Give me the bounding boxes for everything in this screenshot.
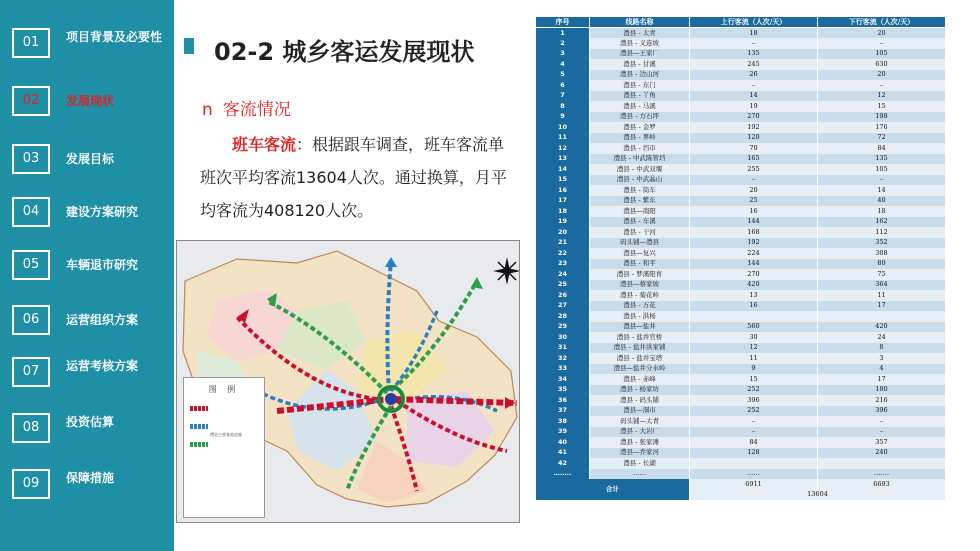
route-name: 澧县 - 干河 — [590, 227, 690, 238]
downstream-flow: 40 — [818, 196, 946, 207]
upstream-flow: – — [690, 175, 818, 186]
upstream-flow: 255 — [690, 164, 818, 175]
nav-label: 运营考核方案 — [66, 359, 139, 373]
row-number: 30 — [536, 332, 590, 343]
table-row — [536, 364, 946, 375]
route-name: 澧县 - 垱市 — [590, 143, 690, 154]
downstream-flow: 17 — [818, 301, 946, 312]
row-number: 18 — [536, 206, 590, 217]
row-number: 27 — [536, 301, 590, 312]
route-name: 码头铺—澧县 — [590, 238, 690, 249]
row-number: 38 — [536, 416, 590, 427]
route-name: 澧县 - 杨家坊 — [590, 385, 690, 396]
table-row — [536, 406, 946, 417]
upstream-flow: 252 — [690, 406, 818, 417]
table-row — [536, 185, 946, 196]
downstream-flow: 135 — [818, 154, 946, 165]
nav-item-07[interactable] — [12, 357, 172, 391]
route-name: 澧县 - 盐井官桥 — [590, 332, 690, 343]
route-name: 澧县 - 长湖 — [590, 458, 690, 469]
row-number: 35 — [536, 385, 590, 396]
route-name: 澧县 - 中武陈管垱 — [590, 154, 690, 165]
upstream-flow: 252 — [690, 385, 818, 396]
nav-label: 车辆退市研究 — [66, 258, 139, 272]
table-row — [536, 164, 946, 175]
row-number: 17 — [536, 196, 590, 207]
table-row — [536, 80, 946, 91]
row-number: 31 — [536, 343, 590, 354]
nav-label: 运营组织方案 — [66, 313, 139, 327]
legend-swatch-red — [190, 406, 208, 411]
downstream-flow: 162 — [818, 217, 946, 228]
table-row — [536, 101, 946, 112]
downstream-flow: ……. — [818, 469, 946, 480]
downstream-flow: – — [818, 175, 946, 186]
table-row — [536, 122, 946, 133]
route-name: 澧县 - 中武晶山 — [590, 175, 690, 186]
row-number: 9 — [536, 112, 590, 123]
row-number: 7 — [536, 91, 590, 102]
downstream-flow: 105 — [818, 164, 946, 175]
downstream-flow: 17 — [818, 374, 946, 385]
nav-label: 保障措施 — [66, 471, 115, 485]
route-name: 澧县 - 盐井宝塔 — [590, 353, 690, 364]
column-header: 线路名称 — [590, 17, 690, 28]
upstream-flow: 396 — [690, 395, 818, 406]
row-number: 8 — [536, 101, 590, 112]
row-number: 22 — [536, 248, 590, 259]
route-name: 澧县 - 盐井洪家铺 — [590, 343, 690, 354]
upstream-flow: – — [690, 416, 818, 427]
downstream-flow: 396 — [818, 406, 946, 417]
table-row — [536, 133, 946, 144]
upstream-flow: 144 — [690, 259, 818, 270]
downstream-flow: 20 — [818, 70, 946, 81]
upstream-flow: 144 — [690, 217, 818, 228]
row-number: 34 — [536, 374, 590, 385]
table-row — [536, 290, 946, 301]
route-name: …… — [590, 469, 690, 480]
row-number: …….. — [536, 469, 590, 480]
row-number: 15 — [536, 175, 590, 186]
route-name: 澧县—南阳 — [590, 206, 690, 217]
row-number: 12 — [536, 143, 590, 154]
route-name: 澧县—复兴 — [590, 248, 690, 259]
downstream-flow: 180 — [818, 385, 946, 396]
downstream-flow: 18 — [818, 206, 946, 217]
route-name: 澧县 - 菊花岭 — [590, 290, 690, 301]
downstream-flow: 240 — [818, 448, 946, 459]
table-row — [536, 248, 946, 259]
table-row — [536, 311, 946, 322]
row-number: 32 — [536, 353, 590, 364]
row-number: 3 — [536, 49, 590, 60]
upstream-flow: 168 — [690, 227, 818, 238]
route-name: 澧县 - 万花 — [590, 301, 690, 312]
nav-item-02[interactable] — [12, 86, 172, 120]
table-row — [536, 448, 946, 459]
route-name: 澧县—王家厂 — [590, 49, 690, 60]
downstream-flow: 72 — [818, 133, 946, 144]
table-row — [536, 395, 946, 406]
grand-total: 13604 — [690, 490, 946, 501]
upstream-flow: 224 — [690, 248, 818, 259]
downstream-flow: 84 — [818, 143, 946, 154]
downstream-flow: – — [818, 416, 946, 427]
legend-title: 图 例 — [208, 385, 240, 394]
total-up: 6911 — [690, 479, 818, 490]
nav-number: 01 — [12, 28, 50, 58]
table-row — [536, 301, 946, 312]
nav-item-01[interactable] — [12, 28, 172, 62]
downstream-flow: 420 — [818, 322, 946, 333]
row-number: 36 — [536, 395, 590, 406]
row-number: 24 — [536, 269, 590, 280]
row-number: 40 — [536, 437, 590, 448]
nav-number: 06 — [12, 305, 50, 335]
table-row — [536, 322, 946, 333]
column-header: 序号 — [536, 17, 590, 28]
route-name: 澧县 - 边山河 — [590, 70, 690, 81]
upstream-flow: …… — [690, 469, 818, 480]
table-row — [536, 217, 946, 228]
downstream-flow — [818, 458, 946, 469]
downstream-flow: 176 — [818, 122, 946, 133]
nav-number: 04 — [12, 197, 50, 227]
route-name: 澧县 - 丫角 — [590, 91, 690, 102]
route-name: 澧县 - 甘溪 — [590, 59, 690, 70]
upstream-flow: – — [690, 427, 818, 438]
table-row — [536, 343, 946, 354]
route-name: 澧县 - 和平 — [590, 259, 690, 270]
row-number: 21 — [536, 238, 590, 249]
upstream-flow: 11 — [690, 353, 818, 364]
downstream-flow: 630 — [818, 59, 946, 70]
route-name: 澧县—洞市 — [590, 406, 690, 417]
body-paragraph — [200, 128, 520, 227]
row-number: 1 — [536, 28, 590, 39]
route-name: 澧县—盐井 — [590, 322, 690, 333]
downstream-flow: 216 — [818, 395, 946, 406]
row-number: 42 — [536, 458, 590, 469]
table-row — [536, 206, 946, 217]
subheading-text: 客流情况 — [222, 100, 291, 120]
table-row — [536, 469, 946, 480]
table-row — [536, 91, 946, 102]
table-row — [536, 259, 946, 270]
downstream-flow: 3 — [818, 353, 946, 364]
upstream-flow: 270 — [690, 112, 818, 123]
table-row — [536, 374, 946, 385]
downstream-flow: 364 — [818, 280, 946, 291]
table-row — [536, 437, 946, 448]
table-row — [536, 269, 946, 280]
upstream-flow: 270 — [690, 269, 818, 280]
table-row — [536, 49, 946, 60]
downstream-flow: 352 — [818, 238, 946, 249]
upstream-flow: – — [690, 38, 818, 49]
legend-swatch-green — [190, 442, 208, 447]
table-row — [536, 59, 946, 70]
row-number: 2 — [536, 38, 590, 49]
route-name: 澧县 - 梦溪阳育 — [590, 269, 690, 280]
row-number: 11 — [536, 133, 590, 144]
downstream-flow: 24 — [818, 332, 946, 343]
upstream-flow: 165 — [690, 154, 818, 165]
upstream-flow: 192 — [690, 122, 818, 133]
downstream-flow: 80 — [818, 259, 946, 270]
passenger-flow-map — [176, 240, 520, 523]
table-row — [536, 332, 946, 343]
upstream-flow: 9 — [690, 364, 818, 375]
downstream-flow: 12 — [818, 91, 946, 102]
route-name: 澧县 - 界岭 — [590, 133, 690, 144]
nav-item-06[interactable] — [12, 305, 172, 339]
downstream-flow: 105 — [818, 49, 946, 60]
route-name: 澧县 - 车溪 — [590, 217, 690, 228]
nav-item-04[interactable] — [12, 197, 172, 231]
route-name: 澧县 - 金罗 — [590, 122, 690, 133]
row-number: 23 — [536, 259, 590, 270]
table-row — [536, 28, 946, 39]
total-label: 合计 — [536, 479, 690, 500]
table-row — [536, 385, 946, 396]
downstream-flow: 14 — [818, 185, 946, 196]
nav-number: 05 — [12, 250, 50, 280]
row-number: 10 — [536, 122, 590, 133]
route-name: 澧县 - 方石坪 — [590, 112, 690, 123]
upstream-flow: 12 — [690, 343, 818, 354]
sidebar-nav — [0, 0, 174, 551]
upstream-flow: 84 — [690, 437, 818, 448]
table-row — [536, 38, 946, 49]
nav-label: 发展目标 — [66, 152, 115, 166]
downstream-flow: 8 — [818, 343, 946, 354]
nav-number: 08 — [12, 413, 50, 443]
table-header-row — [536, 17, 946, 28]
route-name: 澧县—乔家河 — [590, 448, 690, 459]
table-row — [536, 154, 946, 165]
upstream-flow: 16 — [690, 301, 818, 312]
route-name: 澧县 - 马溪 — [590, 101, 690, 112]
map-legend — [183, 377, 265, 518]
row-number: 6 — [536, 80, 590, 91]
row-number: 19 — [536, 217, 590, 228]
body-text: ：根据跟车调查，班车客流单班次平均客流13604人次。通过换算，月平均客流为408120人次。 — [200, 135, 507, 220]
nav-number: 03 — [12, 144, 50, 174]
downstream-flow: 308 — [818, 248, 946, 259]
row-number: 5 — [536, 70, 590, 81]
route-name: 澧县 - 大岩厂 — [590, 427, 690, 438]
row-number: 25 — [536, 280, 590, 291]
nav-label: 建设方案研究 — [66, 205, 139, 219]
downstream-flow: – — [818, 427, 946, 438]
route-name: 澧县 - 中武双堰 — [590, 164, 690, 175]
bullet-marker: n — [202, 100, 213, 120]
section-subheading — [202, 95, 291, 120]
nav-item-08[interactable] — [12, 413, 172, 447]
upstream-flow: 18 — [690, 28, 818, 39]
table-row — [536, 427, 946, 438]
downstream-flow: 4 — [818, 364, 946, 375]
upstream-flow: 30 — [690, 332, 818, 343]
downstream-flow: 20 — [818, 28, 946, 39]
upstream-flow: 135 — [690, 49, 818, 60]
nav-item-05[interactable] — [12, 250, 172, 284]
table-total-row — [536, 479, 946, 490]
upstream-flow: 15 — [690, 374, 818, 385]
route-name: 澧县 - 筒车 — [590, 185, 690, 196]
route-name: 澧县 - 洪杨 — [590, 311, 690, 322]
title-marker — [184, 38, 194, 54]
upstream-flow: 14 — [690, 91, 818, 102]
route-name: 澧县 - 赤峰 — [590, 374, 690, 385]
upstream-flow: 25 — [690, 196, 818, 207]
row-number: 29 — [536, 322, 590, 333]
upstream-flow — [690, 311, 818, 322]
column-header: 上行客流（人次/天） — [690, 17, 818, 28]
row-number: 14 — [536, 164, 590, 175]
legend-swatch-blue — [190, 424, 208, 429]
table-row — [536, 238, 946, 249]
upstream-flow: 19 — [690, 101, 818, 112]
upstream-flow: 16 — [690, 206, 818, 217]
upstream-flow: 420 — [690, 280, 818, 291]
upstream-flow: 560 — [690, 322, 818, 333]
table-row — [536, 227, 946, 238]
passenger-flow-table — [535, 16, 945, 545]
nav-item-09[interactable] — [12, 469, 172, 503]
route-name: 澧县 - 太青 — [590, 28, 690, 39]
row-number: 33 — [536, 364, 590, 375]
upstream-flow: 192 — [690, 238, 818, 249]
route-name: 澧县 - 码头铺 — [590, 395, 690, 406]
upstream-flow: 70 — [690, 143, 818, 154]
table-row — [536, 353, 946, 364]
row-number: 26 — [536, 290, 590, 301]
upstream-flow — [690, 458, 818, 469]
table-row — [536, 458, 946, 469]
row-number: 28 — [536, 311, 590, 322]
table-row — [536, 416, 946, 427]
table-row — [536, 196, 946, 207]
legend-caption: 澧县主要客流走廊 — [210, 432, 242, 437]
upstream-flow: 120 — [690, 133, 818, 144]
route-name: 澧县—盐井分水岭 — [590, 364, 690, 375]
row-number: 20 — [536, 227, 590, 238]
downstream-flow: 15 — [818, 101, 946, 112]
table-row — [536, 112, 946, 123]
route-name: 码头铺—太青 — [590, 416, 690, 427]
route-name: 澧县—蔡家坡 — [590, 280, 690, 291]
upstream-flow: 20 — [690, 185, 818, 196]
row-number: 37 — [536, 406, 590, 417]
row-number: 4 — [536, 59, 590, 70]
nav-number: 02 — [12, 86, 50, 116]
table-body — [536, 28, 946, 480]
table-row — [536, 175, 946, 186]
upstream-flow: 128 — [690, 448, 818, 459]
row-number: 41 — [536, 448, 590, 459]
route-name: 澧县 - 东门 — [590, 80, 690, 91]
downstream-flow: 112 — [818, 227, 946, 238]
row-number: 16 — [536, 185, 590, 196]
column-header: 下行客流（人次/天） — [818, 17, 946, 28]
nav-number: 07 — [12, 357, 50, 387]
table-row — [536, 143, 946, 154]
row-number: 13 — [536, 154, 590, 165]
row-number: 39 — [536, 427, 590, 438]
downstream-flow: 198 — [818, 112, 946, 123]
table-row — [536, 70, 946, 81]
downstream-flow: 11 — [818, 290, 946, 301]
nav-number: 09 — [12, 469, 50, 499]
table-row — [536, 280, 946, 291]
downstream-flow — [818, 311, 946, 322]
upstream-flow: – — [690, 80, 818, 91]
downstream-flow: 75 — [818, 269, 946, 280]
upstream-flow: 13 — [690, 290, 818, 301]
total-down: 6693 — [818, 479, 946, 490]
nav-item-03[interactable] — [12, 144, 172, 178]
downstream-flow: – — [818, 38, 946, 49]
route-name: 澧县 - 义连坡 — [590, 38, 690, 49]
nav-label: 项目背景及必要性 — [66, 30, 163, 44]
upstream-flow: 26 — [690, 70, 818, 81]
nav-label: 投资估算 — [66, 415, 115, 429]
route-name: 澧县 - 紫东 — [590, 196, 690, 207]
downstream-flow: – — [818, 80, 946, 91]
route-name: 澧县 - 张家滩 — [590, 437, 690, 448]
downstream-flow: 357 — [818, 437, 946, 448]
nav-label: 发展现状 — [66, 94, 115, 108]
upstream-flow: 245 — [690, 59, 818, 70]
page-title: 02-2 城乡客运发展现状 — [214, 38, 475, 66]
highlight-text: 班车客流 — [232, 135, 297, 154]
